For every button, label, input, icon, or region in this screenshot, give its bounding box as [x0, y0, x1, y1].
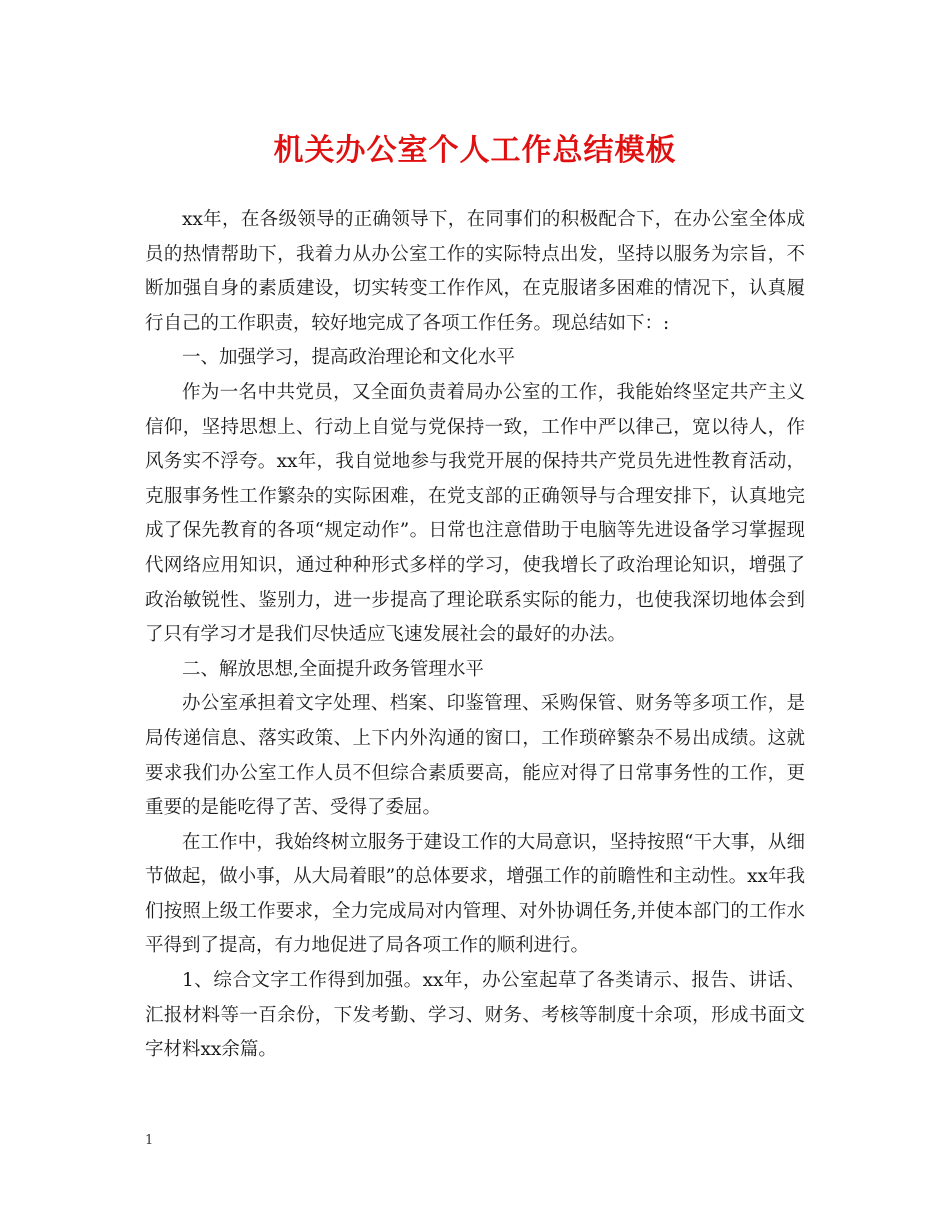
section-heading-2: 二、解放思想,全面提升政务管理水平 [182, 658, 484, 680]
paragraph-intro: xx年，在各级领导的正确领导下，在同事们的积极配合下，在办公室全体成员的热情帮助下，我着力从办公室工作的实际特点出发，坚持以服务为宗旨，不断加强自身的素质建设，切实转变工作作风，在克服诸多困难的情况下，认真履行自己的工作职责，较好地完成了各项工作任务。现总结如下：: [145, 209, 805, 334]
paragraph-office-duties: 办公室承担着文字处理、档案、印鉴管理、采购保管、财务等多项工作，是局传递信息、落实政策、上下内外沟通的窗口，工作琐碎繁杂不易出成绩。这就要求我们办公室工作人员不但综合素质要高，能应对得了日常事务性的工作，更重要的是能吃得了苦、受得了委屈。 [145, 693, 805, 819]
page-number: 1 [145, 1133, 154, 1148]
section-heading-1: 一、加强学习，提高政治理论和文化水平 [182, 347, 516, 369]
document-body [145, 203, 805, 1068]
paragraph-writing-work: 1、综合文字工作得到加强。xx年，办公室起草了各类请示、报告、讲话、汇报材料等一百余份，下发考勤、学习、财务、考核等制度十余项，形成书面文字材料xx余篇。 [145, 970, 805, 1061]
document-title: 机关办公室个人工作总结模板 [273, 133, 677, 168]
paragraph-work-approach: 在工作中，我始终树立服务于建设工作的大局意识，坚持按照“干大事，从细节做起，做小事，从大局着眼”的总体要求，增强工作的前瞻性和主动性。xx年我们按照上级工作要求，全力完成局对内管理、对外协调任务,并使本部门的工作水平得到了提高，有力地促进了局各项工作的顺利进行。 [145, 831, 805, 957]
paragraph-study: 作为一名中共党员，又全面负责着局办公室的工作，我能始终坚定共产主义信仰，坚持思想上、行动上自觉与党保持一致，工作中严以律己，宽以待人，作风务实不浮夸。xx年，我自觉地参与我党开展的保持共产党员先进性教育活动，克服事务性工作繁杂的实际困难，在党支部的正确领导与合理安排下，认真地完成了保先教育的各项“规定动作”。日常也注意借助于电脑等先进设备学习掌握现代网络应用知识，通过种种形式多样的学习，使我增长了政治理论知识，增强了政治敏锐性、鉴别力，进一步提高了理论联系实际的能力，也使我深切地体会到了只有学习才是我们尽快适应飞速发展社会的最好的办法。 [145, 381, 805, 646]
